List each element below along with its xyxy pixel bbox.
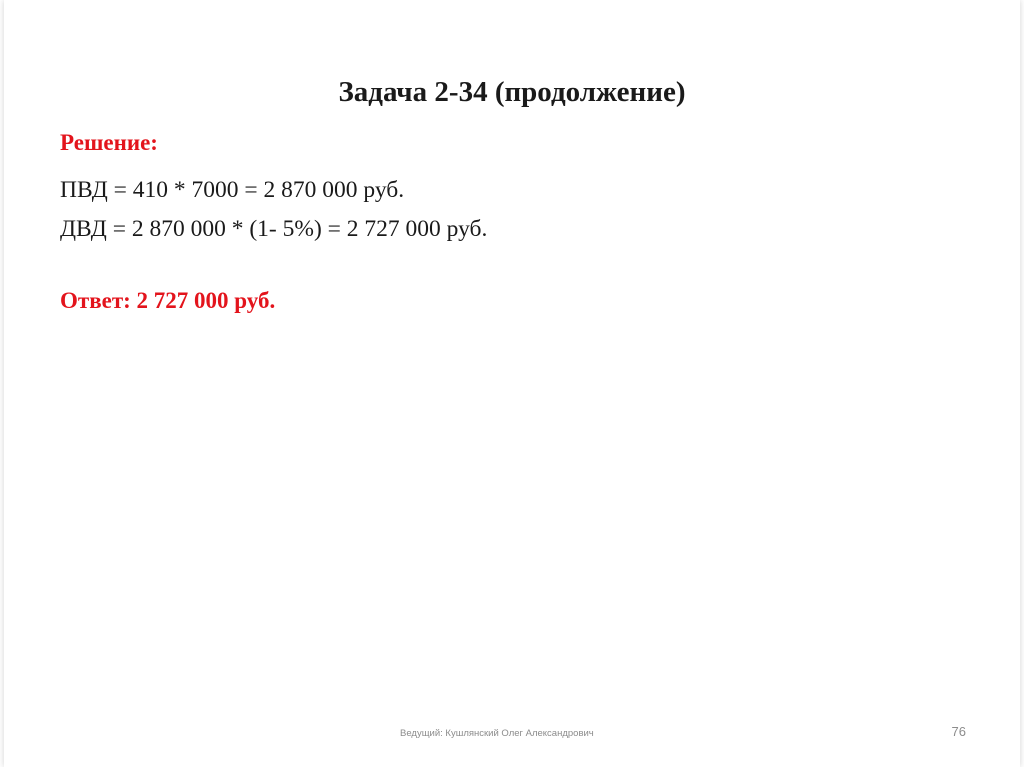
solution-label: Решение:: [60, 130, 158, 155]
slide-border: [4, 0, 1020, 767]
formula-dvd: ДВД = 2 870 000 * (1- 5%) = 2 727 000 руб.: [60, 216, 488, 242]
slide-title: Задача 2-34 (продолжение): [338, 76, 686, 108]
page-number: 76: [951, 724, 966, 739]
formula-pvd: ПВД = 410 * 7000 = 2 870 000 руб.: [60, 177, 405, 203]
answer-text: Ответ: 2 727 000 руб.: [60, 288, 276, 313]
footer-presenter: Ведущий: Кушлянский Олег Александрович: [400, 728, 594, 739]
